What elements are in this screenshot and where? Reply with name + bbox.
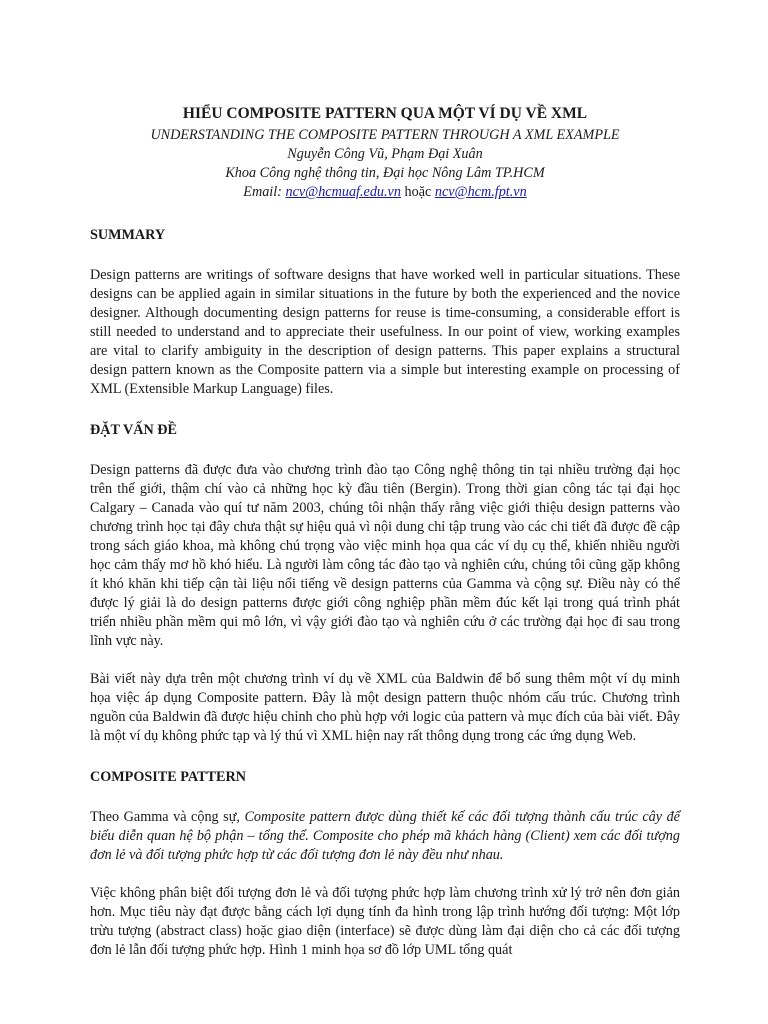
composite-para1-lead: Theo Gamma và cộng sự, [90, 809, 245, 825]
email-link-fpt[interactable]: ncv@hcm.fpt.vn [434, 184, 527, 200]
section-summary [90, 226, 680, 399]
paper-affiliation: Khoa Công nghệ thông tin, Đại học Nông Lâm TP.HCM [225, 165, 545, 181]
email-link-hcmuaf[interactable]: ncv@hcmuaf.edu.vn [285, 184, 401, 200]
intro-paragraph-1: Design patterns đã được đưa vào chương trình đào tạo Công nghệ thông tin tại nhiều trường đại học trên thế giới, thậm chí vào cả những học kỳ đầu tiên (Bergin). Trong thời gian công tác tại đại học Calgary – Canada vào quí tư năm 2003, chúng tôi nhận thấy rằng việc giới thiệu design patterns vào chương trình học tại đây chưa thật sự hiệu quả vì nội dung chỉ tập trung vào các chi tiết đã được đề cập trong sách giáo khoa, mà không chú trọng vào việc minh họa qua các ví dụ cụ thể, khiến nhiều người học cảm thấy mơ hồ khó hiểu. Là người làm công tác đào tạo và nghiên cứu, chúng tôi cũng gặp không ít khó khăn khi tiếp cận tài liệu nổi tiếng về design patterns của Gamma và cộng sự. Điều này có thể được lý giải là do design patterns được giới công nghiệp phần mềm đúc kết lại trong quá trình phát triển nhiều phần mềm qui mô lớn, vì vậy giới đào tạo và nghiên cứu ở các trường đại học đi sau trong lĩnh vực này. [90, 462, 680, 649]
paper-subtitle: UNDERSTANDING THE COMPOSITE PATTERN THROUGH A XML EXAMPLE [150, 127, 620, 143]
email-label: Email: [243, 184, 286, 200]
email-line [90, 183, 680, 202]
paper-title: HIỂU COMPOSITE PATTERN QUA MỘT VÍ DỤ VỀ XML [182, 105, 588, 122]
paper-page [90, 104, 680, 960]
paper-header [90, 104, 680, 202]
section-intro [90, 421, 680, 746]
summary-paragraph: Design patterns are writings of software designs that have worked well in particular situations. These designs can be applied again in similar situations in the future by both the experienced and the novice designer. Although documenting design patterns for reuse is time-consuming, a considerable effort is still needed to understand and to appreciate their usefulness. In our point of view, working examples are vital to clarify ambiguity in the description of design patterns. This paper explains a structural design pattern known as the Composite pattern via a simple but interesting example on processing of XML (Extensible Markup Language) files. [90, 267, 680, 397]
email-separator: hoặc [400, 184, 435, 200]
section-heading-intro: ĐẶT VẤN ĐỀ [90, 422, 177, 438]
composite-definition-quote: Composite pattern được dùng thiết kế các đối tượng thành cấu trúc cây để biểu diễn quan hệ bộ phận – tổng thể. Composite cho phép mã khách hàng (Client) xem các đối tượng đơn lẻ và đối tượng phức hợp từ các đối tượng đơn lẻ này đều như nhau. [90, 809, 680, 863]
intro-paragraph-2: Bài viết này dựa trên một chương trình ví dụ về XML của Baldwin để bổ sung thêm một ví dụ minh họa việc áp dụng Composite pattern. Đây là một design pattern thuộc nhóm cấu trúc. Chương trình nguồn của Baldwin đã được hiệu chỉnh cho phù hợp với logic của pattern và mục đích của bài viết. Đây là một ví dụ không phức tạp và lý thú vì XML hiện nay rất thông dụng trong các ứng dụng Web. [90, 671, 680, 744]
section-heading-summary: SUMMARY [90, 227, 166, 243]
composite-paragraph-1 [90, 808, 680, 865]
section-composite [90, 768, 680, 960]
composite-paragraph-2: Việc không phân biệt đối tượng đơn lẻ và đối tượng phức hợp làm chương trình xử lý trở nên đơn giản hơn. Mục tiêu này đạt được bằng cách lợi dụng tính đa hình trong lập trình hướng đối tượng: Một lớp trừu tượng (abstract class) hoặc giao diện (interface) sẽ được dùng làm đại diện cho cả các đối tượng đơn lẻ lẫn đối tượng phức hợp. Hình 1 minh họa sơ đồ lớp UML tổng quát [90, 885, 680, 958]
paper-authors: Nguyễn Công Vũ, Phạm Đại Xuân [287, 146, 483, 162]
section-heading-composite: COMPOSITE PATTERN [90, 769, 246, 785]
